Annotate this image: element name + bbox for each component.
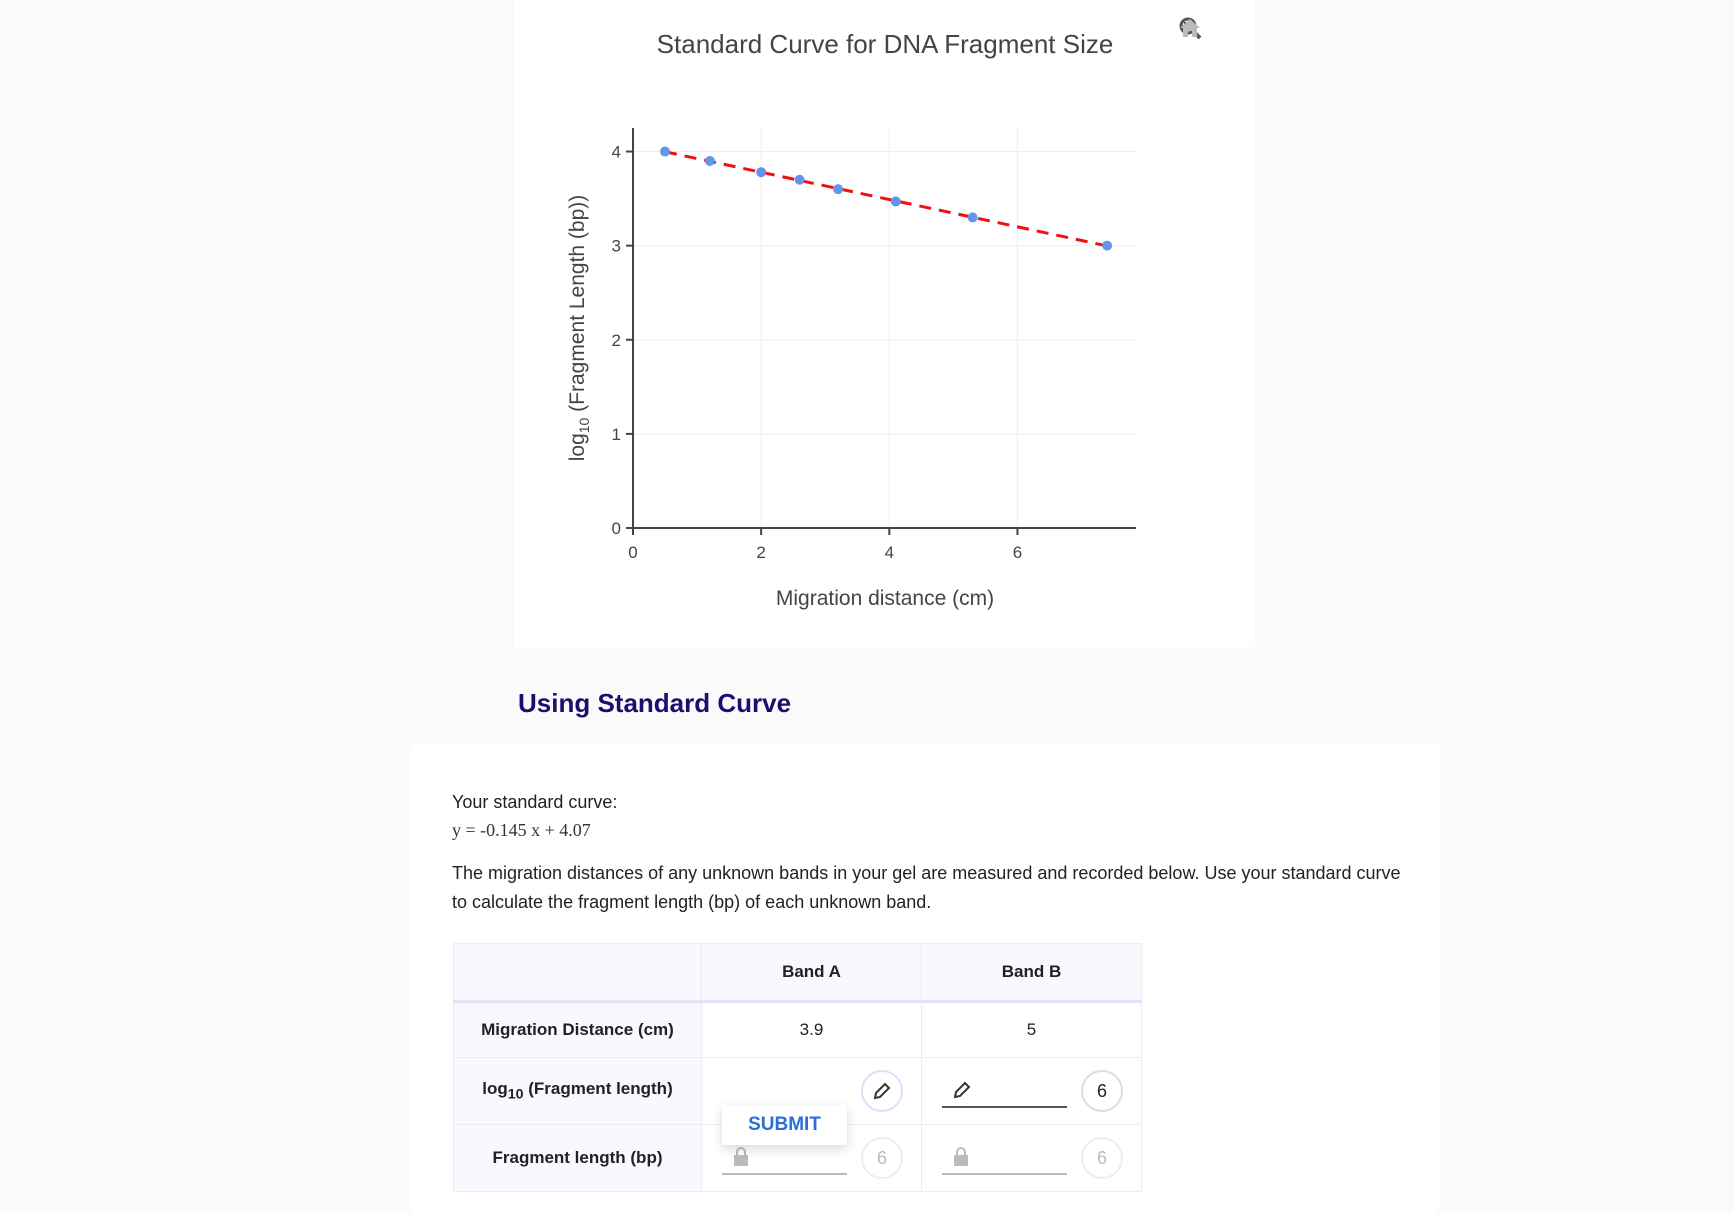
x-tick-label: 6: [1012, 543, 1023, 562]
data-point: [891, 196, 901, 206]
x-tick-label: 4: [884, 543, 895, 562]
curve-label: Your standard curve:: [452, 792, 618, 812]
band-a-length-cell: [702, 1114, 922, 1192]
x-tick-label: 2: [756, 543, 766, 562]
label-log: log: [482, 1079, 508, 1099]
row-label: Migration Distance (cm): [454, 1002, 702, 1058]
x-axis-title: Migration distance (cm): [775, 587, 995, 610]
fit-line: [665, 152, 1107, 246]
table-row: [454, 1125, 1142, 1192]
header-band-b: Band B: [922, 944, 1142, 1002]
y-tick-label: 0: [611, 519, 621, 538]
band-a-log-input[interactable]: [722, 1066, 847, 1109]
attempts-counter: 6: [1081, 1070, 1123, 1112]
band-b-distance: 5: [922, 1002, 1142, 1058]
band-a-distance: 3.9: [702, 1002, 922, 1058]
table-row: [454, 1002, 1142, 1058]
lock-icon: [952, 1147, 970, 1167]
row-label: [454, 1058, 702, 1125]
y-tick-label: 4: [611, 142, 621, 162]
attempts-counter: 6: [1081, 1137, 1123, 1179]
home-icon[interactable]: [1216, 16, 1240, 40]
row-label: Fragment length (bp): [454, 1125, 702, 1192]
data-point: [705, 156, 715, 166]
section-heading: Using Standard Curve: [518, 688, 792, 718]
header-empty: [454, 944, 702, 1002]
band-b-log-cell: [922, 1058, 1142, 1125]
y-tick-label: 3: [611, 236, 621, 256]
edit-button[interactable]: [861, 1070, 903, 1112]
band-b-log-input[interactable]: [942, 1066, 1067, 1108]
label-sub: 10: [507, 1086, 524, 1103]
data-point: [795, 175, 805, 185]
y-tick-label: 1: [611, 424, 621, 444]
chart-title: Standard Curve for DNA Fragment Size: [656, 29, 1114, 59]
pencil-icon: [872, 1081, 892, 1101]
y-tick-label: 2: [611, 330, 621, 350]
bands-table: [453, 943, 1142, 1192]
data-point: [833, 184, 843, 194]
equation: y = -0.145 x + 4.07: [452, 820, 591, 840]
data-point: [968, 212, 978, 222]
submit-button[interactable]: SUBMIT: [722, 1105, 847, 1145]
label-rest: (Fragment length): [523, 1079, 673, 1099]
pencil-icon: [952, 1080, 972, 1100]
instructions: The migration distances of any unknown bands in your gel are measured and recorded below. Use your standard curve to calculate the fragment length (bp) of each unknown band.: [452, 863, 1401, 912]
data-point: [756, 167, 766, 177]
y-axis-title: $\log_{10}$ (Fragment Length (bp)): [566, 194, 592, 462]
lock-icon: [732, 1147, 750, 1167]
band-b-length-input: [942, 1133, 1067, 1175]
x-tick-label: 0: [628, 543, 638, 562]
header-band-a: Band A: [702, 944, 922, 1002]
data-point: [660, 147, 670, 157]
attempts-counter: 6: [861, 1137, 903, 1179]
data-point: [1102, 241, 1112, 251]
chart-card: [514, 0, 1255, 647]
modebar: [1178, 16, 1240, 40]
content-card: [409, 743, 1440, 1213]
chart-svg: [514, 0, 1255, 647]
band-b-length-cell: [922, 1125, 1142, 1192]
